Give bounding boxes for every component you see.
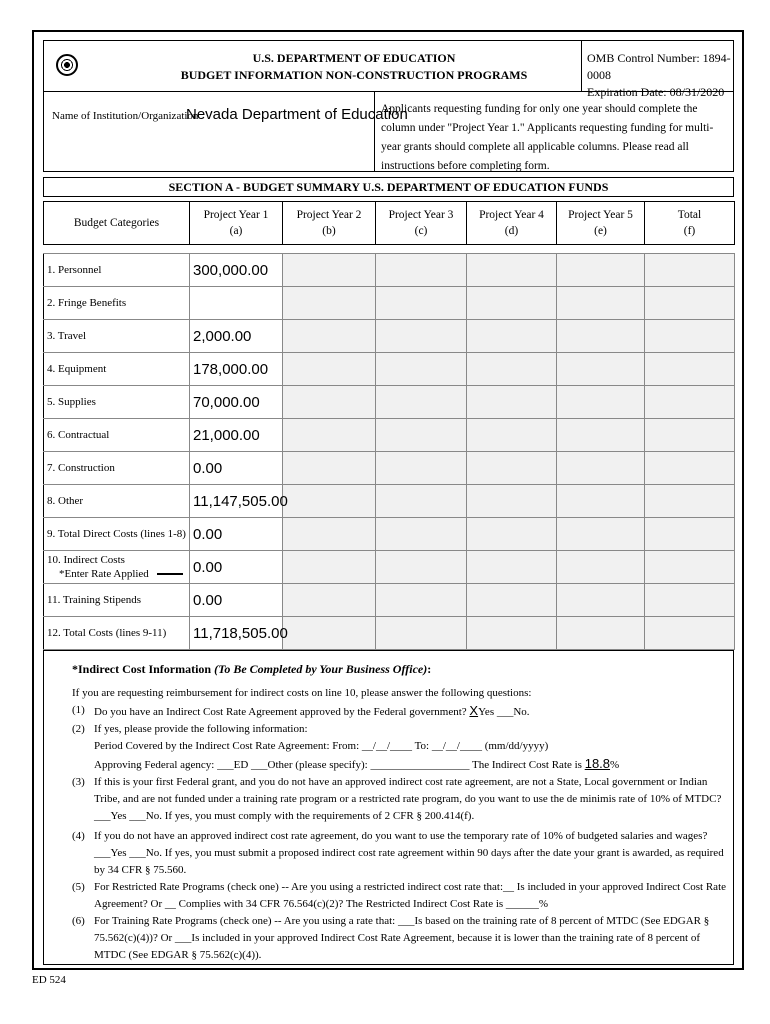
budget-cell[interactable]	[467, 485, 557, 518]
budget-cell[interactable]	[283, 287, 376, 320]
budget-cell[interactable]	[645, 353, 735, 386]
budget-cell[interactable]	[645, 518, 735, 551]
question-text: Do you have an Indirect Cost Rate Agreement approved by the Federal government?	[94, 706, 467, 718]
budget-cell[interactable]	[376, 452, 467, 485]
question-text: For Training Rate Programs (check one) -- Are you using a rate that: ___Is based on the training rate of 8 percent of MTDC (See EDGAR § 75.562(c)(4))? Or ___Is included in your approved Indirect Cost Rate Agreement, because it is lower than the training rate of 8 percent of MTDC (See EDGAR § 75.562(c)(4)).	[94, 915, 710, 961]
question-number: (4)	[72, 830, 85, 842]
budget-cell[interactable]	[645, 584, 735, 617]
table-row	[44, 386, 735, 419]
project-year-1-cell[interactable]: 0.00	[190, 452, 283, 485]
question-4	[72, 828, 732, 879]
column-letter: (d)	[504, 225, 519, 237]
budget-cell[interactable]	[467, 452, 557, 485]
project-year-1-cell[interactable]: 300,000.00	[190, 254, 283, 287]
column-label: Budget Categories	[73, 217, 160, 229]
column-header	[44, 202, 190, 245]
project-year-1-cell[interactable]: 11,147,505.00	[190, 485, 283, 518]
indirect-title-text: *Indirect Cost Information	[72, 662, 212, 676]
question-6	[72, 913, 732, 964]
budget-cell[interactable]	[645, 254, 735, 287]
department-seal-icon	[56, 54, 78, 76]
category-label: 5. Supplies	[47, 396, 96, 408]
budget-cell[interactable]	[645, 452, 735, 485]
budget-category	[44, 485, 190, 518]
question-number: (3)	[72, 776, 85, 788]
form-title-block	[164, 50, 544, 84]
column-header	[467, 202, 557, 245]
budget-cell[interactable]	[283, 320, 376, 353]
budget-cell[interactable]	[283, 452, 376, 485]
column-label: Project Year 2	[296, 209, 362, 221]
category-label: 1. Personnel	[47, 264, 102, 276]
spacer-cell	[44, 245, 735, 254]
table-row	[44, 617, 735, 650]
q1-yes-checkbox[interactable]: X	[469, 703, 479, 718]
budget-cell[interactable]	[557, 485, 645, 518]
budget-cell[interactable]	[283, 419, 376, 452]
project-year-1-cell[interactable]: 11,718,505.00	[190, 617, 283, 650]
budget-cell[interactable]	[283, 386, 376, 419]
budget-cell[interactable]	[467, 617, 557, 650]
column-label: Project Year 4	[479, 209, 544, 221]
budget-cell[interactable]	[645, 287, 735, 320]
question-text: If you do not have an approved indirect cost rate agreement, do you want to use the temporary rate of 10% of budgeted salaries and wages? ___Yes ___No. If yes, you must submit a proposed indirect cost rate agreement within 90 days after the date your grant is awarded, as required by 34 CFR § 75.560.	[94, 830, 724, 876]
question-number: (5)	[72, 881, 85, 893]
category-label: 6. Contractual	[47, 429, 110, 441]
budget-cell[interactable]	[467, 320, 557, 353]
approving-agency-text: Approving Federal agency: ___ED ___Other (please specify): __________________ The Indirect Cost Rate is	[94, 759, 582, 771]
table-row	[44, 320, 735, 353]
column-label: Project Year 3	[388, 209, 454, 221]
budget-cell[interactable]	[557, 254, 645, 287]
budget-cell[interactable]	[376, 584, 467, 617]
budget-cell[interactable]	[376, 551, 467, 584]
expiration-date: Expiration Date: 08/31/2020	[587, 85, 725, 99]
table-row	[44, 254, 735, 287]
project-year-1-cell[interactable]: 0.00	[190, 518, 283, 551]
question-options: Yes ___No.	[478, 706, 530, 718]
budget-cell[interactable]	[283, 353, 376, 386]
table-row	[44, 551, 735, 584]
indirect-cost-section	[43, 650, 734, 965]
table-row	[44, 353, 735, 386]
rate-applied-text: *Enter Rate Applied	[59, 567, 149, 580]
budget-cell[interactable]	[467, 353, 557, 386]
budget-category	[44, 320, 190, 353]
category-label: 3. Travel	[47, 330, 87, 342]
budget-cell[interactable]	[557, 320, 645, 353]
indirect-title-note: (To Be Completed by Your Business Office)	[214, 662, 428, 676]
budget-cell[interactable]	[467, 254, 557, 287]
section-a-title: SECTION A - BUDGET SUMMARY U.S. DEPARTMENT OF EDUCATION FUNDS	[43, 177, 734, 197]
table-row	[44, 485, 735, 518]
budget-cell[interactable]	[645, 485, 735, 518]
budget-category	[44, 452, 190, 485]
budget-cell[interactable]	[467, 584, 557, 617]
omb-block	[581, 41, 735, 99]
budget-cell[interactable]	[557, 584, 645, 617]
column-label: Total	[677, 209, 702, 221]
column-letter: (a)	[229, 225, 243, 237]
budget-cell[interactable]	[645, 320, 735, 353]
indirect-cost-questions	[72, 685, 732, 964]
budget-cell[interactable]	[376, 254, 467, 287]
budget-summary-table	[43, 201, 735, 650]
budget-cell[interactable]	[467, 419, 557, 452]
budget-cell[interactable]	[283, 485, 376, 518]
column-label: Project Year 5	[568, 209, 633, 221]
budget-cell[interactable]	[645, 551, 735, 584]
question-text: If yes, please provide the following information:	[94, 723, 308, 735]
column-letter: (f)	[683, 225, 696, 237]
budget-category	[44, 518, 190, 551]
question-5	[72, 879, 732, 913]
table-row	[44, 584, 735, 617]
budget-cell[interactable]	[467, 518, 557, 551]
department-name: U.S. DEPARTMENT OF EDUCATION	[252, 51, 456, 65]
table-spacer	[44, 245, 735, 254]
category-label: 12. Total Costs (lines 9-11)	[47, 627, 167, 639]
budget-category	[44, 254, 190, 287]
question-number: (1)	[72, 704, 85, 716]
project-year-1-cell[interactable]	[190, 287, 283, 320]
column-header	[557, 202, 645, 245]
column-letter: (c)	[414, 225, 428, 237]
budget-cell[interactable]	[557, 518, 645, 551]
budget-category	[44, 617, 190, 650]
budget-cell[interactable]	[376, 617, 467, 650]
column-header	[645, 202, 735, 245]
budget-cell[interactable]	[557, 452, 645, 485]
budget-cell[interactable]	[467, 287, 557, 320]
table-row	[44, 419, 735, 452]
question-text: If this is your first Federal grant, and you do not have an approved indirect cost rate agreement, are not a State, Local government or Indian Tribe, and are not funded under a training rate program or a restricted rate program, do you want to use the de minimis rate of 10% of MTDC? ___Yes ___No. If yes, you must comply with the requirements of 2 CFR § 200.414(f).	[94, 776, 722, 822]
budget-cell[interactable]	[376, 353, 467, 386]
category-label: 7. Construction	[47, 462, 115, 474]
institution-label: Name of Institution/Organization	[52, 110, 199, 122]
project-year-1-cell[interactable]: 0.00	[190, 551, 283, 584]
indirect-cost-title	[72, 661, 431, 678]
indirect-intro: If you are requesting reimbursement for indirect costs on line 10, please answer the following questions:	[72, 687, 532, 699]
indirect-rate-field[interactable]: 18.8	[584, 756, 611, 771]
budget-form	[32, 30, 744, 970]
budget-category	[44, 386, 190, 419]
table-row	[44, 452, 735, 485]
budget-cell[interactable]	[557, 386, 645, 419]
category-label: 8. Other	[47, 495, 84, 507]
budget-category	[44, 584, 190, 617]
project-year-1-cell[interactable]: 21,000.00	[190, 419, 283, 452]
budget-cell[interactable]	[376, 386, 467, 419]
form-header	[43, 40, 734, 99]
budget-cell[interactable]	[557, 287, 645, 320]
budget-cell[interactable]	[283, 584, 376, 617]
column-header	[283, 202, 376, 245]
budget-cell[interactable]	[645, 419, 735, 452]
percent-sign: %	[610, 759, 620, 771]
institution-block	[43, 92, 734, 172]
rate-applied-label	[47, 567, 189, 581]
project-year-1-cell[interactable]: 0.00	[190, 584, 283, 617]
budget-cell[interactable]	[283, 617, 376, 650]
budget-cell[interactable]	[283, 551, 376, 584]
budget-cell[interactable]	[645, 386, 735, 419]
budget-cell[interactable]	[376, 518, 467, 551]
budget-cell[interactable]	[376, 287, 467, 320]
arrow-line-icon	[157, 573, 183, 575]
budget-cell[interactable]	[467, 551, 557, 584]
budget-cell[interactable]	[645, 617, 735, 650]
budget-category	[44, 551, 190, 584]
column-header	[376, 202, 467, 245]
budget-cell[interactable]	[467, 386, 557, 419]
column-header	[190, 202, 283, 245]
budget-cell[interactable]	[557, 617, 645, 650]
question-number: (6)	[72, 915, 85, 927]
indirect-title-end: :	[427, 662, 432, 676]
category-label: 9. Total Direct Costs (lines 1-8)	[47, 528, 186, 540]
budget-category	[44, 419, 190, 452]
form-code: ED 524	[32, 974, 66, 986]
budget-cell[interactable]	[283, 254, 376, 287]
budget-category	[44, 353, 190, 386]
question-number: (2)	[72, 723, 85, 735]
budget-cell[interactable]	[557, 419, 645, 452]
column-letter: (e)	[594, 225, 607, 237]
category-label: 4. Equipment	[47, 363, 107, 375]
question-text: For Restricted Rate Programs (check one) -- Are you using a restricted indirect cost rate that:__ Is included in your approved Indirect Cost Rate Agreement? Or __ Complies with 34 CFR 76.564(c)(2)? The Restricted Indirect Cost Rate is ______%	[94, 881, 727, 910]
project-year-1-cell[interactable]: 70,000.00	[190, 386, 283, 419]
budget-cell[interactable]	[376, 485, 467, 518]
question-1	[72, 702, 732, 721]
budget-cell[interactable]	[283, 518, 376, 551]
question-2	[72, 721, 732, 774]
budget-category	[44, 287, 190, 320]
project-year-1-cell[interactable]: 178,000.00	[190, 353, 283, 386]
column-label: Project Year 1	[203, 209, 269, 221]
omb-control-number: OMB Control Number: 1894-0008	[587, 51, 731, 82]
instructions-note: Applicants requesting funding for only one year should complete the column under "Project Year 1." Applicants requesting funding for multi-year grants should complete all applicable columns. Please read all instructions before completing form.	[374, 92, 735, 171]
question-3	[72, 774, 732, 825]
period-covered-line: Period Covered by the Indirect Cost Rate Agreement: From: __/__/____ To: __/__/____ (mm/dd/yyyy)	[94, 740, 549, 752]
table-row	[44, 287, 735, 320]
table-row	[44, 518, 735, 551]
category-label: 11. Training Stipends	[47, 594, 142, 606]
project-year-1-cell[interactable]: 2,000.00	[190, 320, 283, 353]
category-label: 10. Indirect Costs	[47, 553, 125, 566]
budget-cell[interactable]	[557, 551, 645, 584]
budget-cell[interactable]	[376, 419, 467, 452]
column-letter: (b)	[322, 225, 336, 237]
institution-name-field[interactable]: Nevada Department of Education	[186, 106, 408, 123]
budget-cell[interactable]	[557, 353, 645, 386]
form-title: BUDGET INFORMATION NON-CONSTRUCTION PROGRAMS	[180, 68, 528, 82]
approving-agency-line	[94, 755, 732, 774]
category-label: 2. Fringe Benefits	[47, 297, 127, 309]
budget-cell[interactable]	[376, 320, 467, 353]
